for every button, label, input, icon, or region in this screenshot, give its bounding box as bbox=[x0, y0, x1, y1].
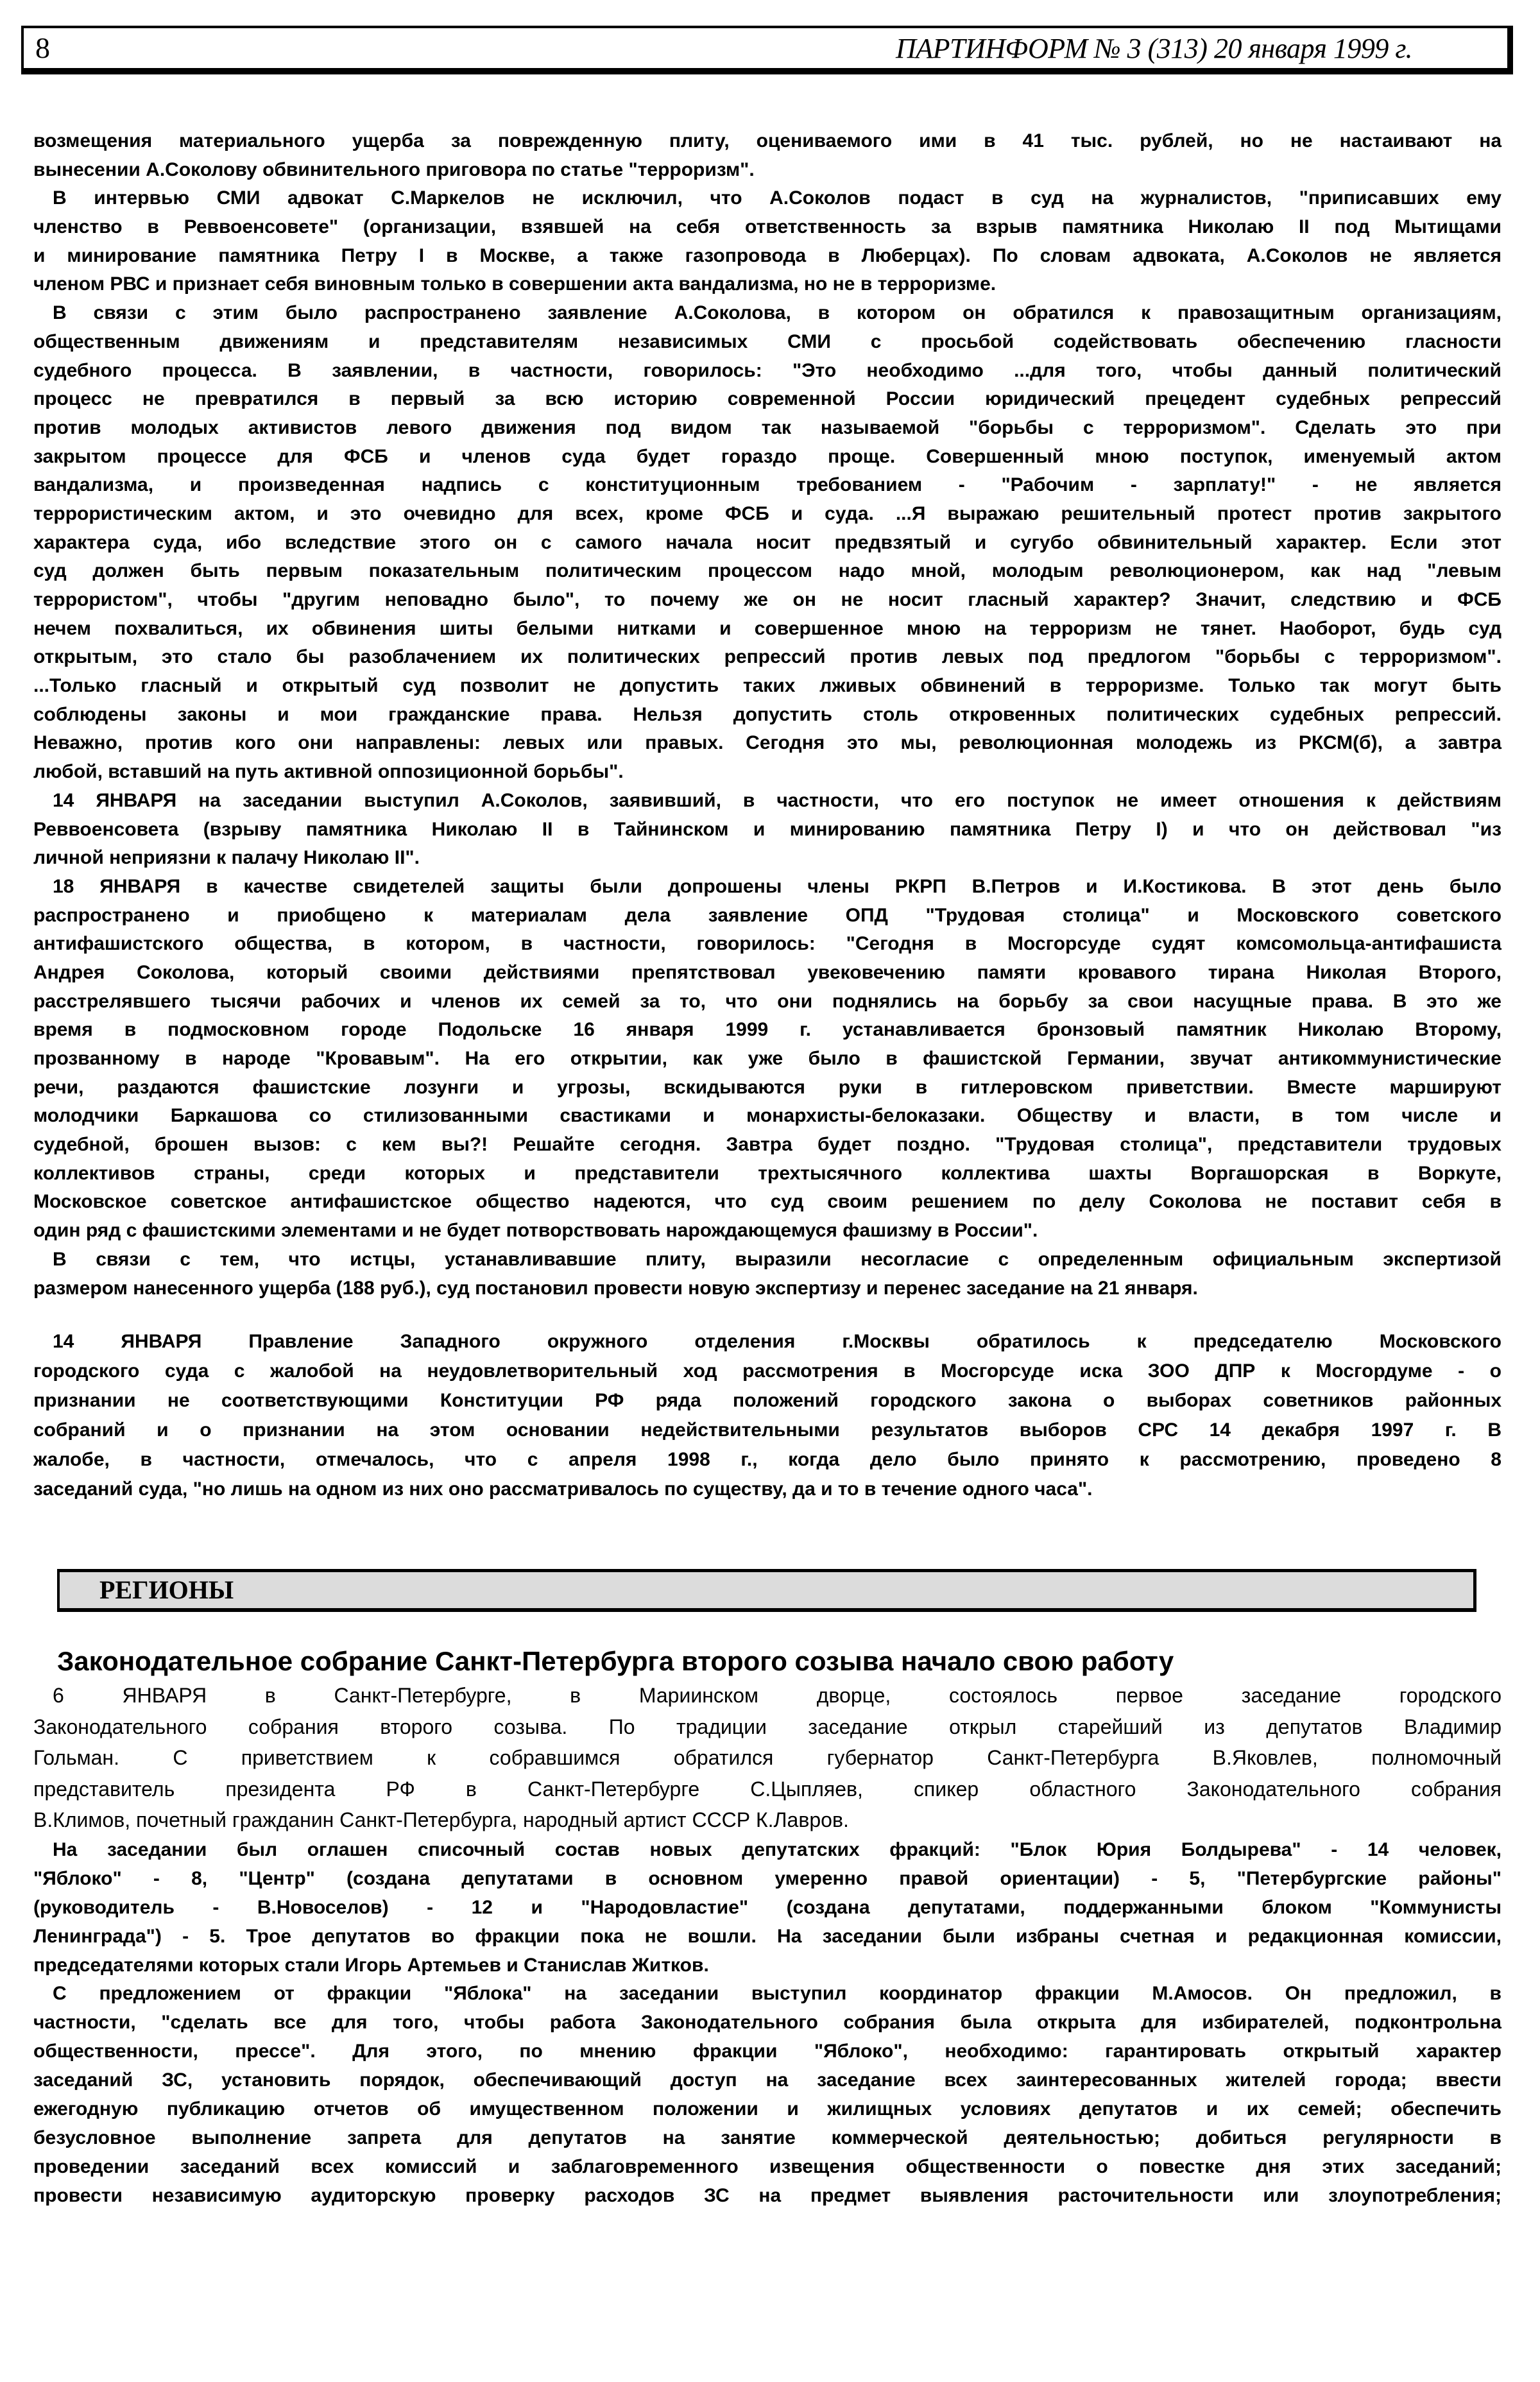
text-line: Андрея Соколова, который своими действиями препятствовал увековечению памяти кровавого тирана Николая Второго, bbox=[33, 961, 1502, 983]
paragraph bbox=[33, 1327, 1502, 1504]
text-line: вынесении А.Соколову обвинительного приговора по статье "терроризм". bbox=[33, 159, 755, 180]
text-line: проведении заседаний всех комиссий и заблаговременного извещения общественности о повестке дня этих заседаний; bbox=[33, 2155, 1502, 2177]
paragraph bbox=[33, 787, 1502, 873]
text-line: прозванному в народе "Кровавым". На его открытии, как уже было в фашистской Германии, звучат антикоммунистические bbox=[33, 1048, 1502, 1069]
text-line: речи, раздаются фашистские лозунги и угрозы, вскидываются руки в гитлеровском приветствии. Вместе маршируют bbox=[33, 1076, 1502, 1098]
paragraph bbox=[33, 1680, 1502, 1836]
paragraph bbox=[33, 873, 1502, 1246]
text-line: 14 ЯНВАРЯ Правление Западного окружного отделения г.Москвы обратилось к председателю Московского bbox=[53, 1331, 1502, 1352]
paragraph bbox=[33, 1246, 1502, 1303]
text-line: коллективов страны, среди которых и представители трехтысячного коллектива шахты Воргашорская в Воркуте, bbox=[33, 1162, 1502, 1184]
text-line: размером нанесенного ущерба (188 руб.), суд постановил провести новую экспертизу и перенес заседание на 21 января. bbox=[33, 1277, 1198, 1299]
text-line: против молодых активистов левого движения под видом так называемой "борьбы с терроризмом". Сделать это при bbox=[33, 416, 1502, 438]
text-line: представитель президента РФ в Санкт-Петербурге С.Цыпляев, спикер областного Законодательного собрания bbox=[33, 1777, 1502, 1801]
text-line: возмещения материального ущерба за поврежденную плиту, оцениваемого ими в 41 тыс. рублей, но не настаивают на bbox=[33, 130, 1502, 151]
text-line: собраний и о признании на этом основании недействительными результатов выборов СРС 14 декабря 1997 г. В bbox=[33, 1419, 1502, 1441]
text-line: частности, "сделать все для того, чтобы работа Законодательного собрания была открыта для избирателей, подконтрольна bbox=[33, 2012, 1502, 2034]
text-line: террористом", чтобы "другим неповадно было", то почему же он не носит гласный характер? Значит, следствию и ФСБ bbox=[33, 589, 1502, 610]
text-line: 18 ЯНВАРЯ в качестве свидетелей защиты были допрошены члены РКРП В.Петров и И.Костикова. В этот день было bbox=[53, 875, 1502, 897]
text-line: (руководитель - В.Новоселов) - 12 и "Народовластие" (создана депутатами, поддержанными блоком "Коммунисты bbox=[33, 1896, 1502, 1918]
text-line: 14 ЯНВАРЯ на заседании выступил А.Соколов, заявивший, в частности, что его поступок не имеет отношения к действиям bbox=[53, 789, 1502, 811]
text-line: соблюдены законы и мои гражданские права. Нельзя допустить столь откровенных политических судебных репрессий. bbox=[33, 703, 1502, 725]
text-line: закрытом процессе для ФСБ и членов суда будет гораздо проще. Совершенный мною поступок, именуемый актом bbox=[33, 445, 1502, 467]
text-line: суд должен быть первым показательным политическим процессом надо мной, молодым революционером, как над "левым bbox=[33, 560, 1502, 582]
text-line: На заседании был оглашен списочный состав новых депутатских фракций: "Блок Юрия Болдырева" - 14 человек, bbox=[53, 1839, 1502, 1860]
text-line: признании не соответствующими Конституции РФ ряда положений городского закона о выборах советников районных bbox=[33, 1390, 1502, 1411]
text-line: членом РВС и признает себя виновным только в совершении акта вандализма, но не в терроризме. bbox=[33, 273, 997, 295]
text-line: 6 ЯНВАРЯ в Санкт-Петербурге, в Мариинском дворце, состоялось первое заседание городского bbox=[53, 1684, 1502, 1707]
text-line: расстрелявшего тысячи рабочих и членов их семей за то, что они поднялись на борьбу за свои насущные права. В это же bbox=[33, 990, 1502, 1012]
text-line: молодчики Баркашова со стилизованными свастиками и монархисты-белоказаки. Обществу и власти, в том числе и bbox=[33, 1105, 1502, 1127]
text-line: членство в Реввоенсовете" (организации, взявшей на себя ответственность за взрыв памятника Николаю II под Мытищами bbox=[33, 216, 1502, 238]
page-number: 8 bbox=[35, 31, 50, 64]
section-label: РЕГИОНЫ bbox=[99, 1575, 234, 1604]
paragraph bbox=[33, 127, 1502, 184]
text-line: террористическим актом, и это очевидно для всех, кроме ФСБ и суда. ...Я выражаю решительный протест против закрытого bbox=[33, 502, 1502, 524]
text-line: открытым, это стало бы разоблачением их политических репрессий против левых под предлогом "борьбы с терроризмом". bbox=[33, 646, 1502, 668]
text-line: заседаний ЗС, установить порядок, обеспечивающий доступ на заседание всех заинтересованных жителей города; ввести bbox=[33, 2069, 1502, 2091]
text-line: городского суда с жалобой на неудовлетворительный ход рассмотрения в Мосгорсуде иска ЗОО ДПР к Мосгордуме - о bbox=[33, 1360, 1502, 1382]
text-line: один ряд с фашистскими элементами и не будет потворствовать нарождающемуся фашизму в России". bbox=[33, 1220, 1038, 1242]
text-line: характера суда, ибо вследствие этого он с самого начала носит предвзятый и сугубо обвинительный характер. Если этот bbox=[33, 531, 1502, 553]
text-line: В интервью СМИ адвокат С.Маркелов не исключил, что А.Соколов подаст в суд на журналистов, "приписавших ему bbox=[53, 187, 1502, 209]
paragraph bbox=[33, 184, 1502, 299]
text-line: заседаний суда, "но лишь на одном из них оно рассматривалось по существу, да и то в течение одного часа". bbox=[33, 1478, 1093, 1500]
text-line: распространено и приобщено к материалам дела заявление ОПД "Трудовая столица" и Московского советского bbox=[33, 904, 1502, 926]
text-line: В связи с этим было распространено заявление А.Соколова, в котором он обратился к правозащитным организациям, bbox=[53, 302, 1502, 324]
text-line: "Яблоко" - 8, "Центр" (создана депутатами в основном умеренно правой ориентации) - 5, "Петербургские районы" bbox=[33, 1867, 1502, 1889]
text-line: Гольман. С приветствием к собравшимся обратился губернатор Санкт-Петербурга В.Яковлев, полномочный bbox=[33, 1746, 1502, 1770]
text-line: судебного процесса. В заявлении, в частности, говорилось: "Это необходимо ...для того, чтобы данный политический bbox=[33, 359, 1502, 381]
text-line: судебной, брошен вызов: с кем вы?! Решайте сегодня. Завтра будет поздно. "Трудовая столица", представители трудовых bbox=[33, 1134, 1502, 1156]
text-line: Реввоенсовета (взрыву памятника Николаю II в Тайнинском и минированию памятника Петру I) и что он действовал "из bbox=[33, 818, 1502, 840]
paragraph bbox=[33, 1980, 1502, 2210]
text-line: В.Климов, почетный гражданин Санкт-Петербурга, народный артист СССР К.Лавров. bbox=[33, 1808, 849, 1832]
text-line: Московское советское антифашистское общество надеются, что суд своим решением по делу Соколова не поставит себя в bbox=[33, 1191, 1502, 1213]
text-line: антифашистского общества, в котором, в частности, говорилось: "Сегодня в Мосгорсуде судят комсомольца-антифашиста bbox=[33, 933, 1502, 955]
text-line: вандализма, и произведенная надпись с конституционным требованием - "Рабочим - зарплату!" - не является bbox=[33, 474, 1502, 496]
text-line: общественным движениям и представителям независимых СМИ с просьбой содействовать обеспечению гласности bbox=[33, 330, 1502, 352]
appeal-report-text bbox=[33, 1327, 1502, 1504]
text-line: и минирование памятника Петру I в Москве, а также газопровода в Люберцах). По словам адвоката, А.Соколов не является bbox=[33, 244, 1502, 266]
text-line: жалобе, в частности, отмечалось, что с апреля 1998 г., когда дело было принято к рассмотрению, проведено 8 bbox=[33, 1449, 1502, 1470]
text-line: личной неприязни к палачу Николаю II". bbox=[33, 847, 420, 869]
text-line: ежегодную публикацию отчетов об имущественном положении и жилищных условиях депутатов и их семей; обеспечить bbox=[33, 2098, 1502, 2120]
text-line: председателями которых стали Игорь Артемьев и Станислав Житков. bbox=[33, 1954, 709, 1976]
text-line: ...Только гласный и открытый суд позволит не допустить таких лживых обвинений в терроризме. Только так могут быть bbox=[33, 675, 1502, 697]
section-banner-regions bbox=[57, 1569, 1476, 1612]
text-line: Ленинграда") - 5. Трое депутатов во фракции пока не вошли. На заседании были избраны счетная и редакционная комиссии, bbox=[33, 1925, 1502, 1947]
text-line: время в подмосковном городе Подольске 16 января 1999 г. устанавливается бронзовый памятник Николаю Второму, bbox=[33, 1019, 1502, 1041]
text-line: С предложением от фракции "Яблока" на заседании выступил координатор фракции М.Амосов. Он предложил, в bbox=[53, 1983, 1502, 2005]
paragraph bbox=[33, 299, 1502, 787]
court-report-text bbox=[33, 127, 1502, 1303]
text-line: общественности, прессе". Для этого, по мнению фракции "Яблоко", необходимо: гарантировать открытый характер bbox=[33, 2041, 1502, 2062]
page-header bbox=[21, 26, 1513, 74]
text-line: процесс не превратился в первый за всю историю современной России юридический прецедент судебных репрессий bbox=[33, 388, 1502, 410]
text-line: Законодательного собрания второго созыва. По традиции заседание открыл старейший из депутатов Владимир bbox=[33, 1715, 1502, 1738]
text-line: Неважно, против кого они направлены: левых или правых. Сегодня это мы, революционная молодежь из РКСМ(б), а завтра bbox=[33, 732, 1502, 754]
article-title: Законодательное собрание Санкт-Петербурга второго созыва начало свою работу bbox=[57, 1646, 1174, 1676]
text-line: безусловное выполнение запрета для депутатов на занятие коммерческой деятельностью; добиться регулярности в bbox=[33, 2127, 1502, 2148]
text-line: В связи с тем, что истцы, устанавливавшие плиту, выразили несогласие с определенным официальным экспертизой bbox=[53, 1248, 1502, 1270]
paragraph bbox=[33, 1836, 1502, 1980]
text-line: нечем похвалиться, их обвинения шиты белыми нитками и совершенное мною на терроризм не тянет. Наоборот, будь суд bbox=[33, 617, 1502, 639]
article-lead-text bbox=[33, 1680, 1502, 1836]
article-body-text bbox=[33, 1836, 1502, 2211]
text-line: провести независимую аудиторскую проверку расходов ЗС на предмет выявления расточительности или злоупотребления; bbox=[33, 2184, 1502, 2206]
text-line: любой, вставший на путь активной оппозиционной борьбы". bbox=[33, 761, 624, 783]
issue-title: ПАРТИНФОРМ № 3 (313) 20 января 1999 г. bbox=[895, 33, 1412, 64]
